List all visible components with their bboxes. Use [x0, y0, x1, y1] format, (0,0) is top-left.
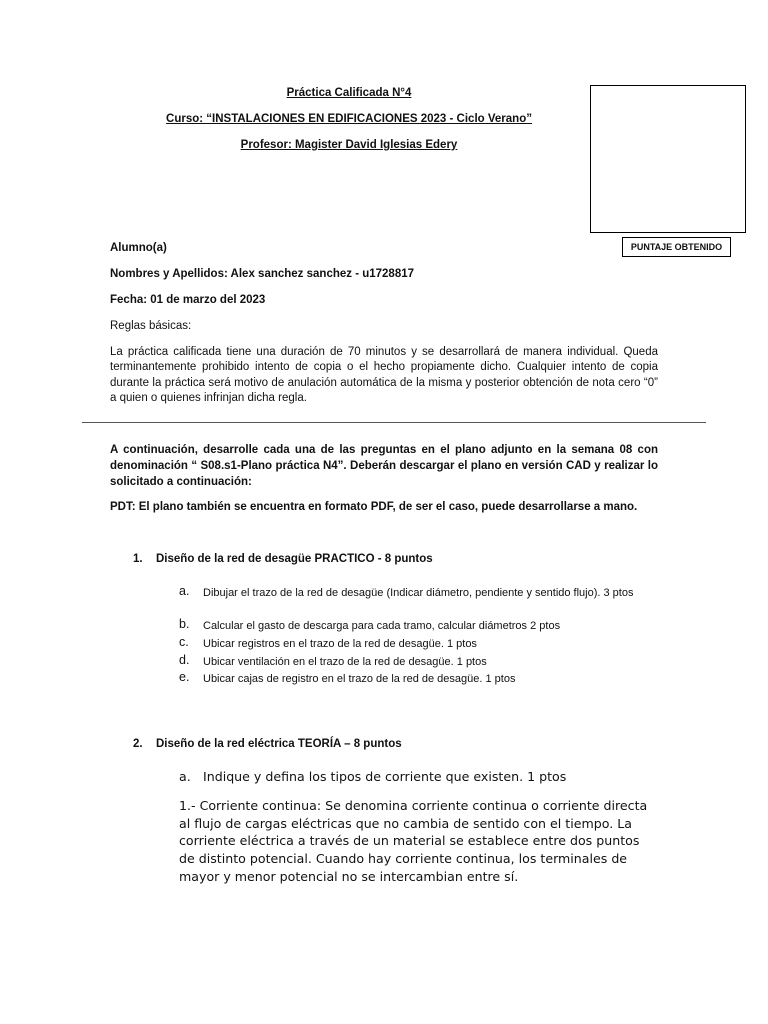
list-item: Dibujar el trazo de la red de desagüe (Indicar diámetro, pendiente y sentido flujo). 3 ptos	[203, 587, 634, 599]
exam-date: Fecha: 01 de marzo del 2023	[110, 294, 266, 306]
list-item: Calcular el gasto de descarga para cada tramo, calcular diámetros 2 ptos	[203, 620, 561, 632]
rules-paragraph: La práctica calificada tiene una duración de 70 minutos y se desarrollará de manera individual. Queda terminantemente prohibido intento de copia o el hecho propiamente dicho. Cualquier intento de copia durante la práctica será motivo de anulación automática de la misma y posterior obtención de nota cero “0” a quien o quienes infrinjan dicha regla.	[110, 346, 658, 404]
score-label: PUNTAJE OBTENIDO	[622, 237, 731, 257]
instructions-paragraph: A continuación, desarrolle cada una de las preguntas en el plano adjunto en la semana 08 con denominación “ S08.s1-Plano práctica N4”. Deberán descargar el plano en versión CAD y realizar lo solicitado a continuación:	[110, 444, 658, 488]
question-title: Diseño de la red eléctrica TEORÍA – 8 puntos	[156, 738, 402, 750]
answer-paragraph: 1.- Corriente continua: Se denomina corriente continua o corriente directa al flujo de cargas eléctricas que no cambia de sentido con el tiempo. La corriente eléctrica a través de un material se establece entre dos puntos de distinto potencial. Cuando hay corriente continua, los terminales de mayor y menor potencial no se intercambian entre sí.	[179, 798, 648, 884]
item-letter: e.	[179, 670, 190, 684]
student-names: Nombres y Apellidos: Alex sanchez sanchez - u1728817	[110, 268, 415, 280]
item-letter: c.	[179, 635, 189, 649]
pdt-note: PDT: El plano también se encuentra en formato PDF, de ser el caso, puede desarrollarse a mano.	[110, 501, 638, 513]
page-title: Práctica Calificada N°4	[286, 87, 412, 99]
list-item: Ubicar registros en el trazo de la red de desagüe. 1 ptos	[203, 638, 477, 650]
list-item: Ubicar ventilación en el trazo de la red de desagüe. 1 ptos	[203, 656, 487, 668]
item-letter: b.	[179, 617, 190, 631]
item-letter: d.	[179, 653, 190, 667]
question-title: Diseño de la red de desagüe PRACTICO - 8 puntos	[156, 553, 433, 565]
question-number: 2.	[133, 738, 143, 750]
course-title: Curso: “INSTALACIONES EN EDIFICACIONES 2023 - Ciclo Verano”	[166, 113, 532, 125]
list-item: Indique y defina los tipos de corriente que existen. 1 ptos	[203, 769, 567, 784]
divider	[82, 422, 706, 423]
rules-heading: Reglas básicas:	[110, 320, 192, 332]
item-letter: a.	[179, 769, 191, 784]
student-label: Alumno(a)	[110, 242, 167, 254]
question-number: 1.	[133, 553, 143, 565]
item-letter: a.	[179, 584, 190, 598]
professor-name: Profesor: Magister David Iglesias Edery	[240, 139, 458, 151]
score-box	[590, 85, 746, 233]
list-item: Ubicar cajas de registro en el trazo de la red de desagüe. 1 ptos	[203, 673, 516, 685]
